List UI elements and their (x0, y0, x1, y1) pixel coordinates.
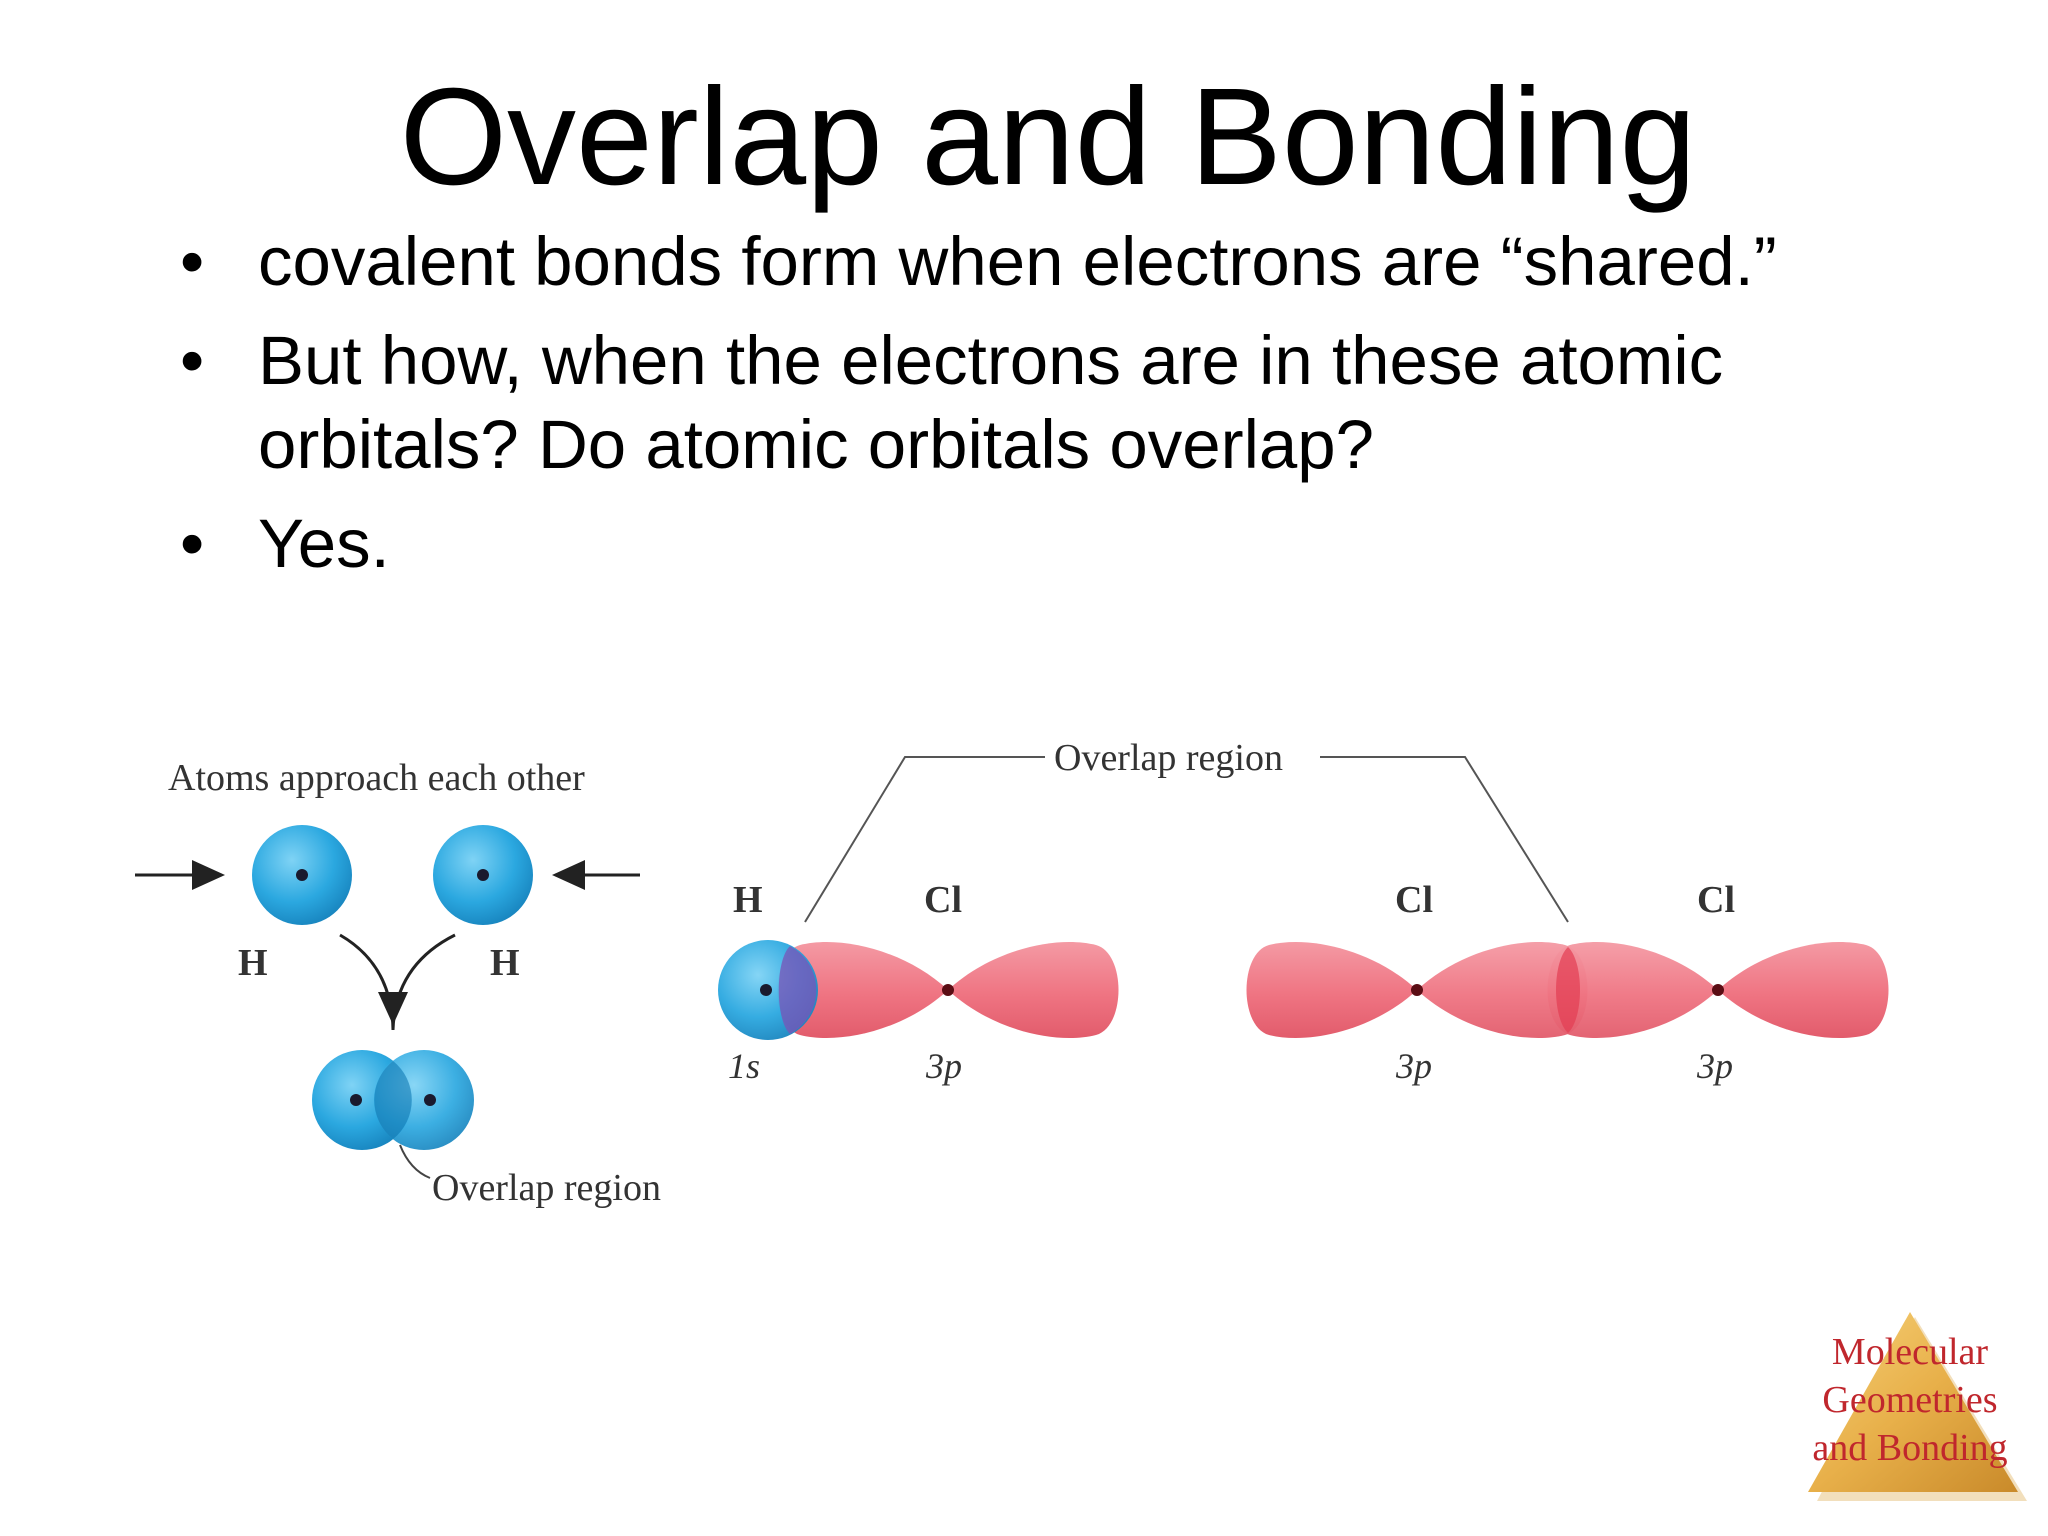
badge-line: Molecular (1831, 1331, 1989, 1373)
bullet-text: But how, when the electrons are in these atomic orbitals? Do atomic orbitals overlap? (258, 322, 1724, 483)
atom-label-cl: Cl (924, 879, 962, 921)
bullet-icon: • (180, 223, 205, 300)
nucleus-dot (760, 984, 772, 996)
nucleus-dot (296, 869, 308, 881)
p-orbital-lobe (1247, 942, 1418, 1038)
nucleus-dot (1411, 984, 1423, 996)
slide-title: Overlap and Bonding (399, 60, 1697, 214)
nucleus-dot (424, 1094, 436, 1106)
orbital-label-3p-right: 3p (1697, 1046, 1733, 1086)
bullet-item (180, 319, 1880, 487)
orbital-overlap-figure (0, 700, 2048, 1260)
h2-panel (135, 757, 661, 1209)
orbital-label-1s: 1s (728, 1046, 761, 1086)
atom-label-cl-right: Cl (1697, 879, 1735, 921)
atom-label-h-left: H (238, 942, 268, 984)
atom-label-h-right: H (490, 942, 520, 984)
hcl-panel (718, 879, 1119, 1086)
orbital-label-3p-left: 3p (1396, 1046, 1432, 1086)
orbital-label-3p: 3p (926, 1046, 962, 1086)
approach-label: Atoms approach each other (168, 757, 585, 799)
badge-text (1790, 1328, 2030, 1472)
merge-arrow-icon (340, 935, 455, 1030)
nucleus-dot (350, 1094, 362, 1106)
bullet-text: covalent bonds form when electrons are “shared.” (258, 223, 1777, 300)
bullet-item (180, 220, 1880, 304)
atom-label-h: H (733, 879, 763, 921)
bullet-icon: • (180, 505, 205, 582)
badge-line: Geometries (1822, 1379, 1998, 1421)
p-orbital-lobe (1718, 942, 1889, 1038)
overlap-bracket (805, 737, 1568, 922)
bullet-icon: • (180, 322, 205, 399)
h2-molecule (312, 1050, 474, 1150)
bullet-text: Yes. (258, 505, 390, 582)
cl2-panel (1247, 879, 1889, 1086)
nucleus-dot (1712, 984, 1724, 996)
bullet-item (180, 502, 1880, 586)
atom-label-cl-left: Cl (1395, 879, 1433, 921)
bullet-list (180, 220, 1880, 601)
bracket-right-line (1320, 757, 1568, 922)
overlap-label-top: Overlap region (1054, 737, 1283, 779)
overlap-label-h2: Overlap region (432, 1167, 661, 1209)
p-orbital-lobe-right (948, 942, 1119, 1038)
badge-line: and Bonding (1812, 1427, 2008, 1469)
nucleus-dot (477, 869, 489, 881)
section-badge (1790, 1300, 2030, 1510)
nucleus-dot (942, 984, 954, 996)
